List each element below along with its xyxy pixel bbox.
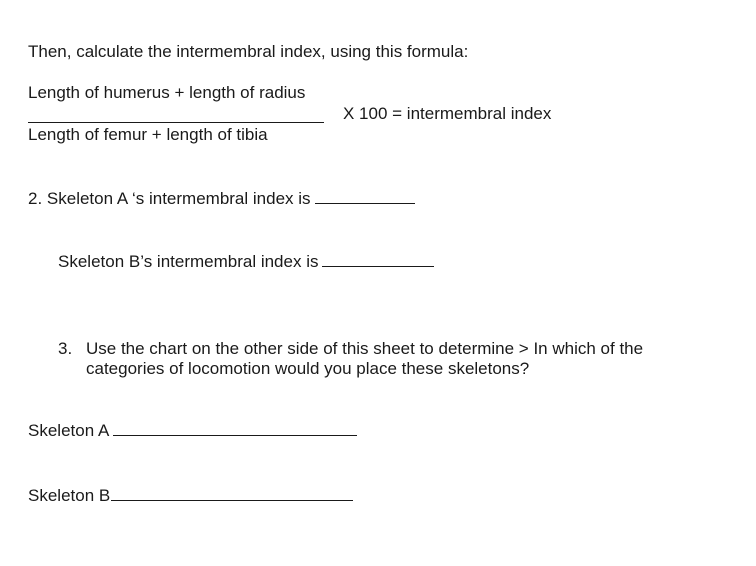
answer-skeleton-a-label: Skeleton A [28,421,110,440]
question-2-skeleton-b-text: Skeleton B’s intermembral index is [58,252,319,271]
question-3-number: 3. [58,339,73,358]
intro-instruction: Then, calculate the intermembral index, using this formula: [28,42,469,61]
question-2-skeleton-b [58,252,434,272]
answer-skeleton-b-label: Skeleton B [28,486,111,505]
question-3-line-1: Use the chart on the other side of this sheet to determine > In which of the [86,339,644,358]
skeleton-a-index-answer-blank[interactable] [315,202,415,204]
question-2-skeleton-a [28,189,415,209]
skeleton-b-index-answer-blank[interactable] [322,265,434,267]
fraction-bar [28,122,324,123]
answer-skeleton-b [28,486,353,506]
question-3-line-2: categories of locomotion would you place these skeletons? [86,359,530,378]
formula-multiplier: X 100 = intermembral index [343,104,552,123]
question-2-skeleton-a-text: 2. Skeleton A ‘s intermembral index is [28,189,311,208]
formula-numerator: Length of humerus + length of radius [28,83,306,102]
skeleton-a-category-blank[interactable] [113,434,357,436]
formula-denominator: Length of femur + length of tibia [28,125,268,144]
answer-skeleton-a [28,421,357,441]
skeleton-b-category-blank[interactable] [111,499,353,501]
